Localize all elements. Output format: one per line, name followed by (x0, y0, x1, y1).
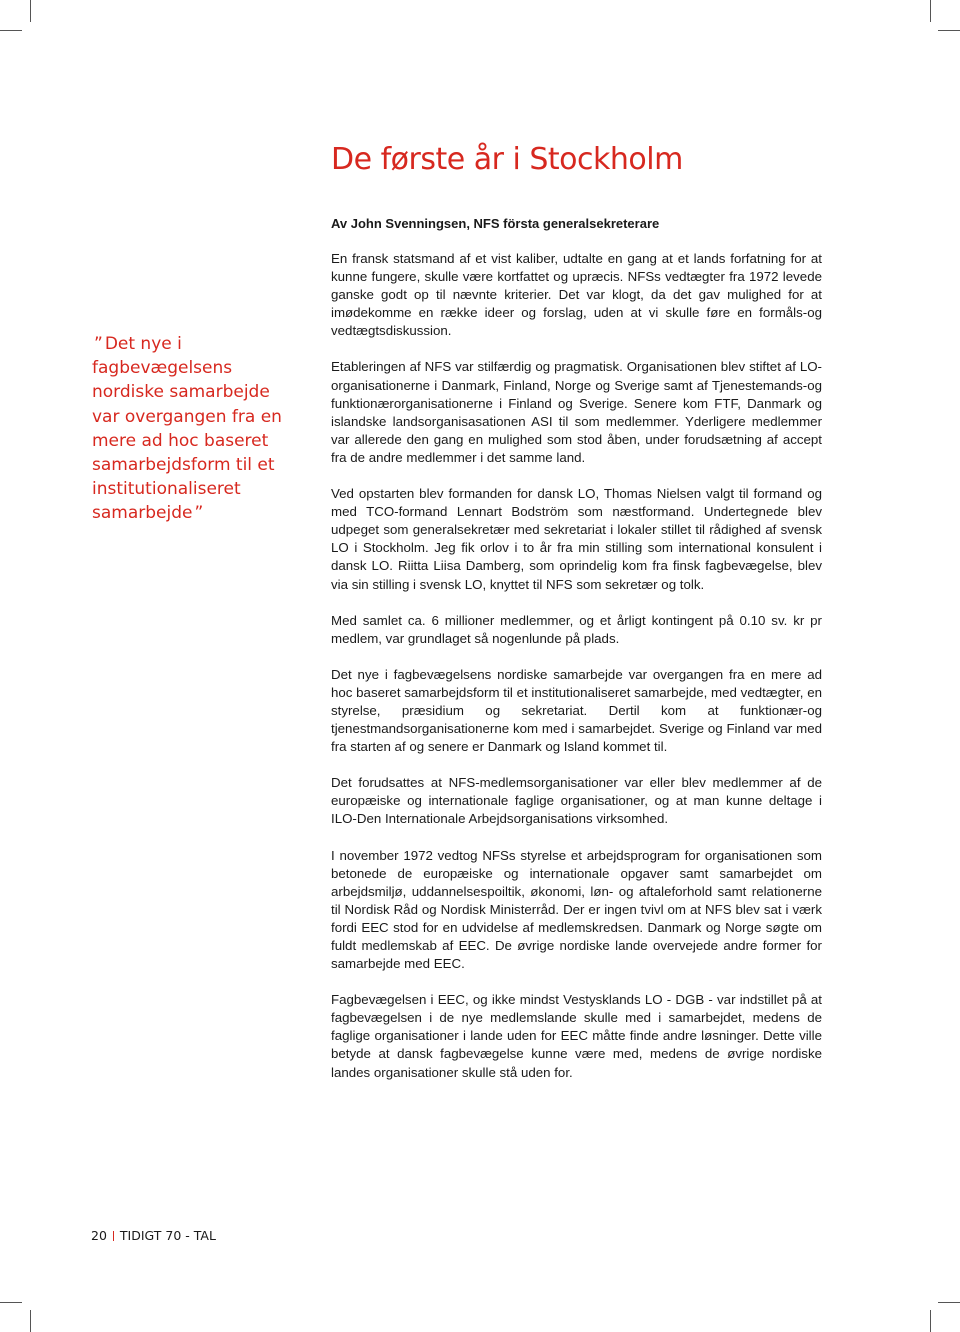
crop-mark-top-right-vertical (930, 0, 931, 22)
quote-close-mark: ” (194, 503, 204, 524)
paragraph-5: Det nye i fagbevægelsens nordiske samarbejde var overgangen fra en mere ad hoc baseret samarbejdsform til et institutionaliseret samarbejde, med vedtægter, en styrelse, præsidium og sekretariat. Dertil kom at funktionær-og tjenestmandsorganisationerne kom med i samarbejdet. Sverige og Finland var med fra starten af og senere er Danmark og Island kommet til. (331, 666, 822, 755)
page-footer (91, 1228, 216, 1243)
crop-mark-top-left-vertical (30, 0, 31, 22)
crop-mark-bottom-left-horizontal (0, 1302, 22, 1303)
article-body (331, 250, 822, 1100)
crop-mark-top-left-horizontal (0, 30, 22, 31)
article-title: De første år i Stockholm (331, 142, 683, 177)
pull-quote-text: Det nye i fagbevægelsens nordiske samarbejde var overgangen fra en mere ad hoc baseret samarbejdsform til et institutionaliseret samarbejde (92, 334, 282, 524)
crop-mark-bottom-right-horizontal (938, 1302, 960, 1303)
publication-name: TIDIGT 70 - TAL (119, 1228, 216, 1243)
paragraph-6: Det forudsattes at NFS-medlemsorganisationer var eller blev medlemmer af de europæiske og internationale faglige organisationer, og at man kunne deltage i ILO-Den Internationale Arbejdsorganisations virksomhed. (331, 775, 822, 827)
page-number: 20 (91, 1228, 107, 1243)
crop-mark-bottom-right-vertical (930, 1310, 931, 1332)
paragraph-3: Ved opstarten blev formanden for dansk LO, Thomas Nielsen valgt til formand og med TCO-formand Lennart Bodström som næstformand. Undertegnede blev udpeget som generalsekretær med sekretariat i lokaler stillet til rådighed af svensk LO i Stockholm. Jeg fik orlov i to år fra min stilling som international konsulent i dansk LO. Riitta Liisa Damberg, som oprindelig kom fra finsk fagbevægelse, blev via sin stilling i svensk LO, knyttet til NFS som sekretær og tolk. (331, 486, 822, 592)
quote-open-mark: ” (94, 334, 103, 354)
paragraph-1: En fransk statsmand af et vist kaliber, udtalte en gang at et lands forfatning for at kunne fungere, skulle være kortfattet og upræcis. NFSs vedtægter fra 1972 levede ganske godt op til nævnte kriterier. Det var klogt, da det gav mulighed for at imødekomme en række ideer og forslag, uden at vi skulle føre en formåls-og vedtægtsdiskussion. (331, 251, 822, 339)
crop-mark-top-right-horizontal (938, 30, 960, 31)
crop-mark-bottom-left-vertical (30, 1310, 31, 1332)
paragraph-4: Med samlet ca. 6 millioner medlemmer, og et årligt kontingent på 0.10 sv. kr pr medlem, var grundlaget så nogenlunde på plads. (331, 612, 822, 646)
pull-quote (92, 332, 292, 526)
paragraph-7: I november 1972 vedtog NFSs styrelse et arbejdsprogram for organisationen som betonede de europæiske og internationale opgaver samt samarbejdet om arbejdsmiljø, uddannelsespoiltik, økonomi, løn- og aftaleforhold samt relationerne til Nordisk Råd og Nordisk Ministerråd. Der er ingen tvivl om at NFS blev sat i værk fordi EEC stod for en udvidelse af medlemskredsen. Danmark og Norge søgte om fuldt medlemskab af EEC. De øvrige nordiske lande overvejede andre former for samarbejde med EEC. (331, 847, 822, 972)
paragraph-2: Etableringen af NFS var stilfærdig og pragmatisk. Organisationen blev stiftet af LO-organisationerne i Danmark, Finland, Norge og Sverige samt af Tjenestemands-og funktionærorganisationerne i Finland og Sverige. Senere kom FTF, Danmark og islandske landsorganisasationen ASI til som medlemmer. Yderligere medlemmer var allerede den gang en mulighed som stod åben, under forudsætning af accept fra de andre medlemmer i det samme land. (331, 359, 822, 465)
article-byline: Av John Svenningsen, NFS första generalsekreterare (331, 216, 660, 231)
paragraph-8: Fagbevægelsen i EEC, og ikke mindst Vestysklands LO - DGB - var indstillet på at fagbevægelsen i de nye medlemslande skulle med i samarbejdet, medens de faglige organisationer i lande uden for EEC måtte finde andre løsninger. Dette ville betyde at dansk fagbevægelse kunne være med, medens de øvrige nordiske landes organisationer skulle stå uden for. (331, 992, 822, 1080)
footer-separator (113, 1231, 114, 1241)
